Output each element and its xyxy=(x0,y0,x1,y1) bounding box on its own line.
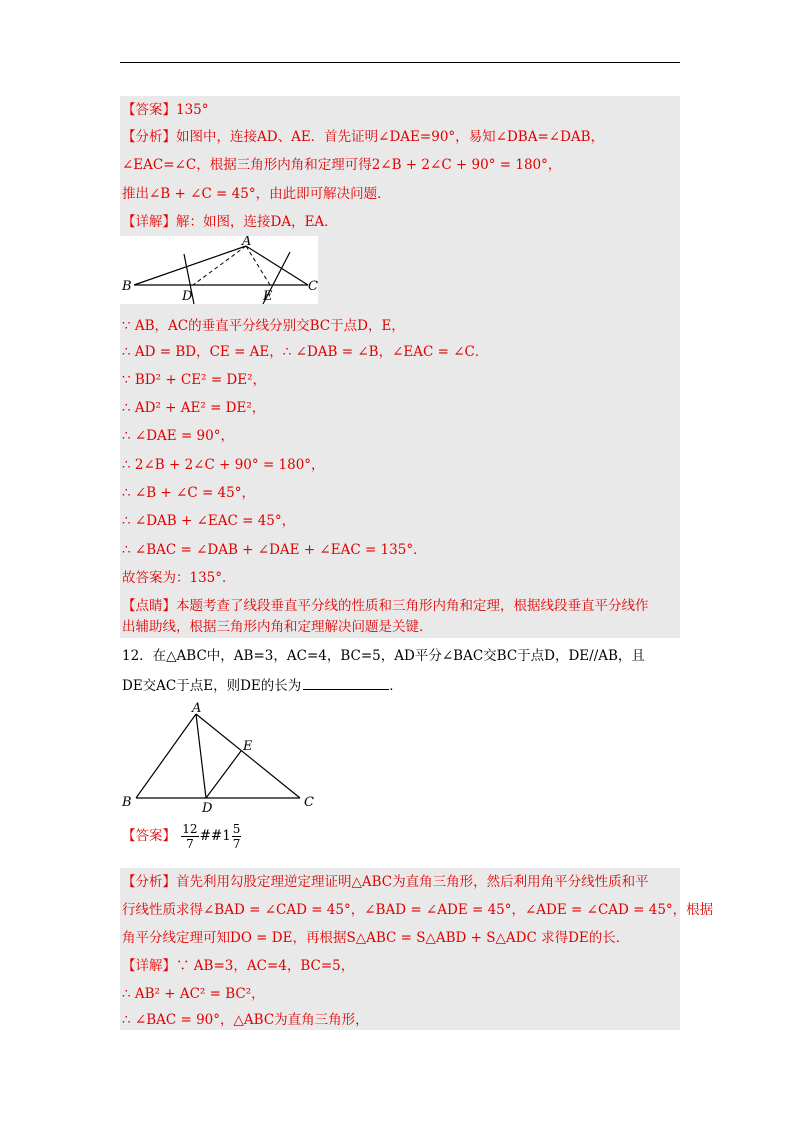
q11-step-9: ∴ ∠BAC = ∠DAB + ∠DAE + ∠EAC = 135°． xyxy=(122,542,427,558)
q11-step-2: ∴ AD = BD，CE = AE，∴ ∠DAB = ∠B，∠EAC = ∠C． xyxy=(122,344,489,360)
q11-analysis-line-2: ∠EAC=∠C，根据三角形内角和定理可得2∠B + 2∠C + 90° = 180°， xyxy=(122,157,562,173)
q12-fraction-1-numerator: 12 xyxy=(182,822,198,836)
q12-answer-separator: ##1 xyxy=(199,828,231,844)
header-rule xyxy=(120,62,680,63)
q11-triangle-diagram xyxy=(120,236,318,304)
q12-label-D: D xyxy=(202,801,213,812)
q12-figure xyxy=(120,700,320,812)
q12-detail-line-3: ∴ ∠BAC = 90°，△ABC为直角三角形， xyxy=(122,1012,369,1028)
q12-answer-blank xyxy=(303,675,389,690)
q12-stem-text: DE交AC于点E，则DE的长为 xyxy=(122,678,302,694)
q12-label-C: C xyxy=(304,795,314,810)
q12-fraction-2 xyxy=(232,822,242,851)
q12-stem-end: ． xyxy=(389,678,403,694)
q11-figure xyxy=(120,236,318,304)
q11-step-3: ∵ BD² + CE² = DE²， xyxy=(122,372,267,388)
q12-stem-line-1: 12．在△ABC中，AB=3，AC=4，BC=5，AD平分∠BAC交BC于点D，DE//AB，且 xyxy=(122,648,645,664)
q11-step-6: ∴ 2∠B + 2∠C + 90° = 180°， xyxy=(122,457,325,473)
q12-triangle-diagram xyxy=(120,700,320,812)
q12-fraction-2-denominator: 7 xyxy=(232,837,241,851)
q11-answer: 【答案】135° xyxy=(122,102,209,118)
q12-label-E: E xyxy=(243,739,253,754)
q11-label-A: A xyxy=(242,236,252,249)
q12-label-A: A xyxy=(192,701,202,716)
q12-analysis-line-2: 行线性质求得∠BAD = ∠CAD = 45°，∠BAD = ∠ADE = 45°，∠ADE = ∠CAD = 45°，根据 xyxy=(122,902,714,918)
q12-label-B: B xyxy=(122,795,132,810)
q11-label-C: C xyxy=(308,279,318,294)
q12-detail-line-1: 【详解】∵ AB=3，AC=4，BC=5， xyxy=(122,958,355,974)
q11-final-answer: 故答案为：135°． xyxy=(122,570,236,586)
q11-comment-line-1: 【点睛】本题考查了线段垂直平分线的性质和三角形内角和定理，根据线段垂直平分线作 xyxy=(122,598,649,614)
q11-step-4: ∴ AD² + AE² = DE²， xyxy=(122,400,266,416)
q12-fraction-1-denominator: 7 xyxy=(186,837,194,851)
q12-analysis-line-1: 【分析】首先利用勾股定理逆定理证明△ABC为直角三角形，然后利用角平分线性质和平 xyxy=(122,874,649,890)
q12-fraction-1 xyxy=(181,822,198,851)
q11-analysis-line-3: 推出∠B + ∠C = 45°，由此即可解决问题． xyxy=(122,186,391,202)
q11-step-7: ∴ ∠B + ∠C = 45°， xyxy=(122,485,255,501)
q11-label-E: E xyxy=(263,289,273,304)
q12-fraction-2-numerator: 5 xyxy=(232,822,241,836)
q12-answer xyxy=(122,822,242,851)
q11-step-1: ∵ AB，AC的垂直平分线分别交BC于点D，E， xyxy=(122,318,405,334)
q11-detail-intro: 【详解】解：如图，连接DA，EA． xyxy=(122,214,338,230)
q11-comment-line-2: 出辅助线，根据三角形内角和定理解决问题是关键． xyxy=(122,619,433,635)
q11-label-D: D xyxy=(182,289,193,304)
q12-stem-line-2 xyxy=(122,675,678,696)
q11-analysis-line-1: 【分析】如图中，连接AD、AE．首先证明∠DAE=90°，易知∠DBA=∠DAB， xyxy=(122,129,605,145)
q12-solution-panel xyxy=(120,868,714,1030)
q12-answer-tag: 【答案】 xyxy=(122,828,176,844)
q11-step-5: ∴ ∠DAE = 90°， xyxy=(122,428,234,444)
q11-step-8: ∴ ∠DAB + ∠EAC = 45°， xyxy=(122,513,296,529)
q12-analysis-line-3: 角平分线定理可知DO = DE，再根据S△ABC = S△ABD + S△ADC 求得DE的长． xyxy=(122,930,630,946)
q12-detail-line-2: ∴ AB² + AC² = BC²， xyxy=(122,986,265,1002)
q11-label-B: B xyxy=(122,279,132,294)
